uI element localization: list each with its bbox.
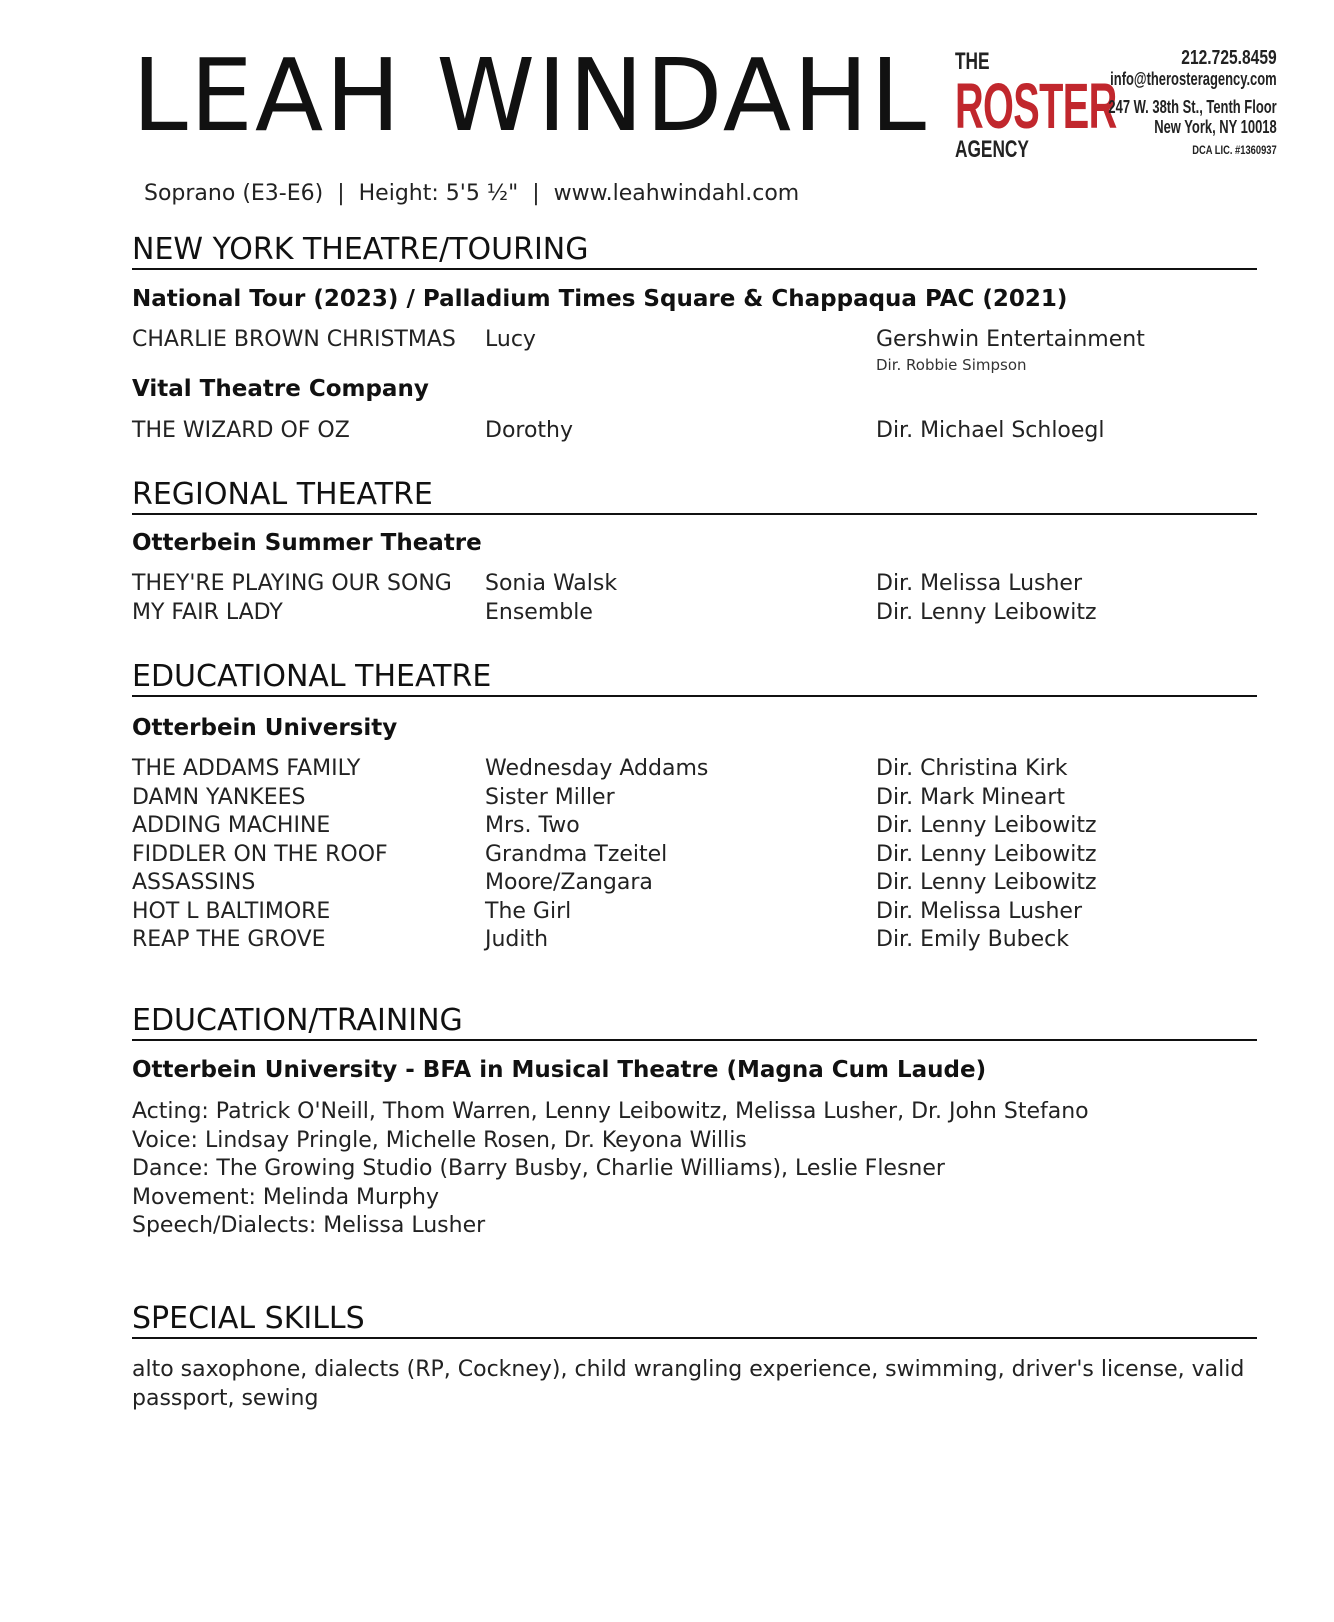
logo-the-text: THE bbox=[955, 48, 990, 75]
agency-contact bbox=[1043, 48, 1277, 156]
role: Lucy bbox=[485, 327, 536, 352]
credit-row bbox=[132, 927, 1257, 955]
training-list bbox=[132, 1098, 1089, 1241]
director: Dir. Melissa Lusher bbox=[876, 571, 1083, 596]
credit-row bbox=[132, 571, 1257, 599]
section-heading: EDUCATION/TRAINING bbox=[132, 1003, 1257, 1041]
section-educational-theatre bbox=[132, 659, 1257, 952]
credit-row bbox=[132, 870, 1257, 898]
group-heading: Otterbein University bbox=[132, 715, 398, 741]
agency-email: info@therosteragency.com bbox=[1110, 69, 1277, 89]
role: Grandma Tzeitel bbox=[485, 841, 668, 867]
separator: | bbox=[337, 181, 345, 206]
credit-row bbox=[132, 899, 1257, 927]
section-regional-theatre bbox=[132, 477, 1257, 625]
group-heading: Otterbein Summer Theatre bbox=[132, 530, 482, 556]
role: Judith bbox=[485, 927, 549, 952]
director: Dir. Lenny Leibowitz bbox=[876, 813, 1097, 838]
credit-row bbox=[132, 756, 1257, 784]
show-title: REAP THE GROVE bbox=[132, 927, 326, 952]
agency-phone: 212.725.8459 bbox=[1181, 47, 1277, 69]
training-line: Speech/Dialects: Melissa Lusher bbox=[132, 1213, 486, 1238]
section-heading: SPECIAL SKILLS bbox=[132, 1301, 1257, 1339]
separator: | bbox=[532, 181, 540, 206]
show-title: FIDDLER ON THE ROOF bbox=[132, 841, 388, 867]
section-heading: EDUCATIONAL THEATRE bbox=[132, 659, 1257, 697]
agency-address-line2: New York, NY 10018 bbox=[1154, 117, 1277, 137]
credit-row bbox=[132, 785, 1257, 813]
role: Moore/Zangara bbox=[485, 870, 653, 895]
role: Ensemble bbox=[485, 600, 593, 625]
director: Dir. Melissa Lusher bbox=[876, 898, 1083, 924]
company: Gershwin Entertainment bbox=[876, 327, 1145, 352]
show-title: MY FAIR LADY bbox=[132, 600, 283, 625]
agency-license: DCA LIC. #1360937 bbox=[1192, 143, 1277, 157]
show-title: HOT L BALTIMORE bbox=[132, 898, 331, 924]
director: Dir. Michael Schloegl bbox=[876, 418, 1105, 443]
role: Wednesday Addams bbox=[485, 756, 709, 781]
director: Dir. Mark Mineart bbox=[876, 784, 1066, 810]
section-ny-theatre bbox=[132, 232, 1257, 443]
height: Height: 5'5 ½" bbox=[358, 181, 519, 206]
role: Sonia Walsk bbox=[485, 571, 618, 596]
training-line: Acting: Patrick O'Neill, Thom Warren, Lenny Leibowitz, Melissa Lusher, Dr. John Stefano bbox=[132, 1099, 1089, 1124]
agency-address-line1: 247 W. 38th St., Tenth Floor bbox=[1108, 97, 1277, 117]
website: www.leahwindahl.com bbox=[553, 181, 800, 206]
director: Dir. Lenny Leibowitz bbox=[876, 870, 1097, 895]
role: The Girl bbox=[485, 898, 572, 924]
show-title: CHARLIE BROWN CHRISTMAS bbox=[132, 327, 456, 352]
director: Dir. Lenny Leibowitz bbox=[876, 600, 1097, 625]
logo-agency-text: AGENCY bbox=[955, 136, 1029, 163]
section-special-skills bbox=[132, 1301, 1257, 1411]
show-title: ADDING MACHINE bbox=[132, 813, 331, 838]
training-line: Movement: Melinda Murphy bbox=[132, 1184, 439, 1210]
degree-heading: Otterbein University - BFA in Musical Theatre (Magna Cum Laude) bbox=[132, 1057, 987, 1083]
role: Dorothy bbox=[485, 418, 574, 443]
director: Dir. Lenny Leibowitz bbox=[876, 841, 1097, 867]
performer-name: LEAH WINDAHL bbox=[132, 37, 929, 154]
director: Dir. Emily Bubeck bbox=[876, 927, 1070, 952]
credit-row bbox=[132, 418, 1257, 446]
show-title: THE ADDAMS FAMILY bbox=[132, 756, 361, 781]
credit-row bbox=[132, 813, 1257, 841]
training-line: Dance: The Growing Studio (Barry Busby, Charlie Williams), Leslie Flesner bbox=[132, 1156, 945, 1181]
credit-row bbox=[132, 842, 1257, 870]
vitals-line bbox=[144, 181, 799, 206]
show-title: ASSASSINS bbox=[132, 870, 256, 895]
group-heading: National Tour (2023) / Palladium Times Square & Chappaqua PAC (2021) bbox=[132, 286, 1068, 312]
voice-type: Soprano (E3-E6) bbox=[144, 181, 324, 206]
group-heading: Vital Theatre Company bbox=[132, 376, 429, 402]
logo-roster-text: ROSTER bbox=[955, 70, 1117, 142]
role: Mrs. Two bbox=[485, 813, 580, 838]
section-training bbox=[132, 1003, 1257, 1238]
credit-row bbox=[132, 600, 1257, 628]
section-heading: NEW YORK THEATRE/TOURING bbox=[132, 232, 1257, 270]
skills-text: alto saxophone, dialects (RP, Cockney), child wrangling experience, swimming, driver's license, valid passport, sewing bbox=[132, 1357, 1245, 1411]
section-heading: REGIONAL THEATRE bbox=[132, 477, 1257, 515]
director: Dir. Christina Kirk bbox=[876, 756, 1068, 781]
training-line: Voice: Lindsay Pringle, Michelle Rosen, Dr. Keyona Willis bbox=[132, 1127, 747, 1153]
credit-row bbox=[132, 327, 1257, 355]
role: Sister Miller bbox=[485, 784, 615, 810]
director-note: Dir. Robbie Simpson bbox=[876, 356, 1027, 374]
show-title: THEY'RE PLAYING OUR SONG bbox=[132, 571, 452, 596]
show-title: DAMN YANKEES bbox=[132, 784, 306, 810]
show-title: THE WIZARD OF OZ bbox=[132, 418, 350, 443]
